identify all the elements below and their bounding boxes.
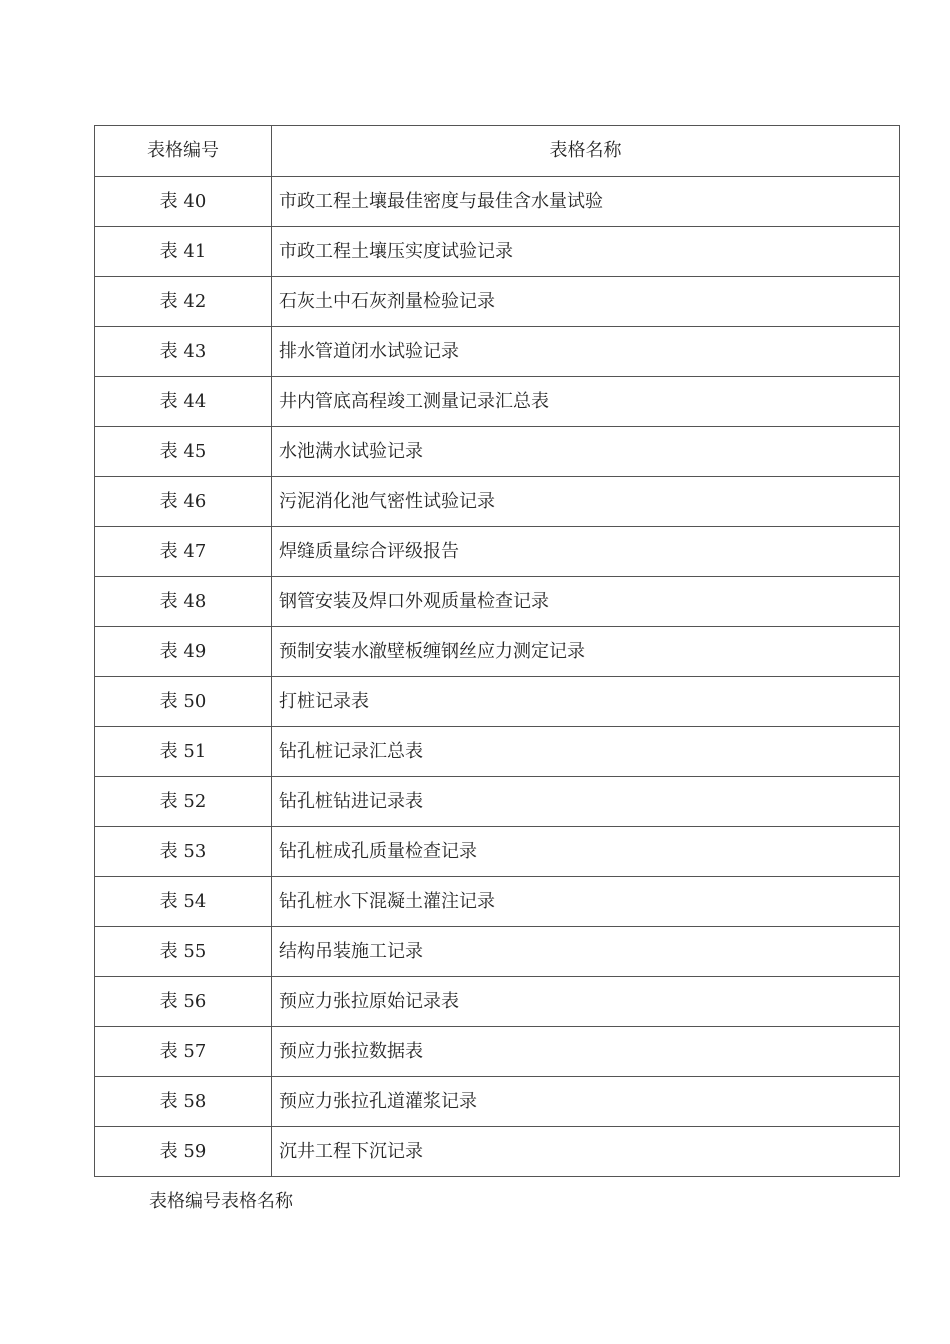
form-name-cell: 钢管安装及焊口外观质量检查记录 xyxy=(272,577,900,627)
table-row xyxy=(95,677,900,727)
form-code-cell: 表 40 xyxy=(95,177,272,227)
form-name-cell: 焊缝质量综合评级报告 xyxy=(272,527,900,577)
form-index-table xyxy=(94,125,900,1177)
form-name-cell: 市政工程土壤最佳密度与最佳含水量试验 xyxy=(272,177,900,227)
table-row xyxy=(95,227,900,277)
table-row xyxy=(95,177,900,227)
form-name-cell: 预应力张拉原始记录表 xyxy=(272,977,900,1027)
footer-caption: 表格编号表格名称 xyxy=(149,1191,293,1212)
table-body xyxy=(95,126,900,1177)
form-code-cell: 表 48 xyxy=(95,577,272,627)
form-code-cell: 表 51 xyxy=(95,727,272,777)
form-code-cell: 表 45 xyxy=(95,427,272,477)
form-name-cell: 沉井工程下沉记录 xyxy=(272,1127,900,1177)
form-name-cell: 结构吊装施工记录 xyxy=(272,927,900,977)
form-name-cell: 石灰土中石灰剂量检验记录 xyxy=(272,277,900,327)
header-name-cell: 表格名称 xyxy=(272,126,900,177)
form-code-cell: 表 41 xyxy=(95,227,272,277)
form-name-cell: 水池满水试验记录 xyxy=(272,427,900,477)
form-code-cell: 表 44 xyxy=(95,377,272,427)
form-name-cell: 打桩记录表 xyxy=(272,677,900,727)
header-code-cell: 表格编号 xyxy=(95,126,272,177)
form-code-cell: 表 58 xyxy=(95,1077,272,1127)
form-name-cell: 钻孔桩成孔质量检查记录 xyxy=(272,827,900,877)
form-name-cell: 预应力张拉孔道灌浆记录 xyxy=(272,1077,900,1127)
form-code-cell: 表 50 xyxy=(95,677,272,727)
table-row xyxy=(95,927,900,977)
table-row xyxy=(95,777,900,827)
table-row xyxy=(95,477,900,527)
form-code-cell: 表 59 xyxy=(95,1127,272,1177)
form-code-cell: 表 54 xyxy=(95,877,272,927)
table-row xyxy=(95,1127,900,1177)
table-row xyxy=(95,627,900,677)
form-name-cell: 钻孔桩钻进记录表 xyxy=(272,777,900,827)
form-code-cell: 表 56 xyxy=(95,977,272,1027)
form-code-cell: 表 55 xyxy=(95,927,272,977)
table-header-row xyxy=(95,126,900,177)
table-row xyxy=(95,377,900,427)
form-name-cell: 井内管底高程竣工测量记录汇总表 xyxy=(272,377,900,427)
form-name-cell: 钻孔桩记录汇总表 xyxy=(272,727,900,777)
table-row xyxy=(95,1027,900,1077)
table-row xyxy=(95,727,900,777)
table-row xyxy=(95,877,900,927)
form-code-cell: 表 52 xyxy=(95,777,272,827)
table-row xyxy=(95,427,900,477)
form-name-cell: 污泥消化池气密性试验记录 xyxy=(272,477,900,527)
form-name-cell: 钻孔桩水下混凝土灌注记录 xyxy=(272,877,900,927)
table-row xyxy=(95,277,900,327)
form-code-cell: 表 47 xyxy=(95,527,272,577)
table-row xyxy=(95,827,900,877)
form-code-cell: 表 53 xyxy=(95,827,272,877)
form-code-cell: 表 49 xyxy=(95,627,272,677)
form-name-cell: 市政工程土壤压实度试验记录 xyxy=(272,227,900,277)
form-name-cell: 预制安装水澈壁板缠钢丝应力测定记录 xyxy=(272,627,900,677)
table-row xyxy=(95,577,900,627)
table-row xyxy=(95,327,900,377)
form-name-cell: 排水管道闭水试验记录 xyxy=(272,327,900,377)
form-code-cell: 表 42 xyxy=(95,277,272,327)
table-row xyxy=(95,527,900,577)
table-row xyxy=(95,1077,900,1127)
table-row xyxy=(95,977,900,1027)
form-code-cell: 表 43 xyxy=(95,327,272,377)
form-code-cell: 表 57 xyxy=(95,1027,272,1077)
form-name-cell: 预应力张拉数据表 xyxy=(272,1027,900,1077)
form-code-cell: 表 46 xyxy=(95,477,272,527)
